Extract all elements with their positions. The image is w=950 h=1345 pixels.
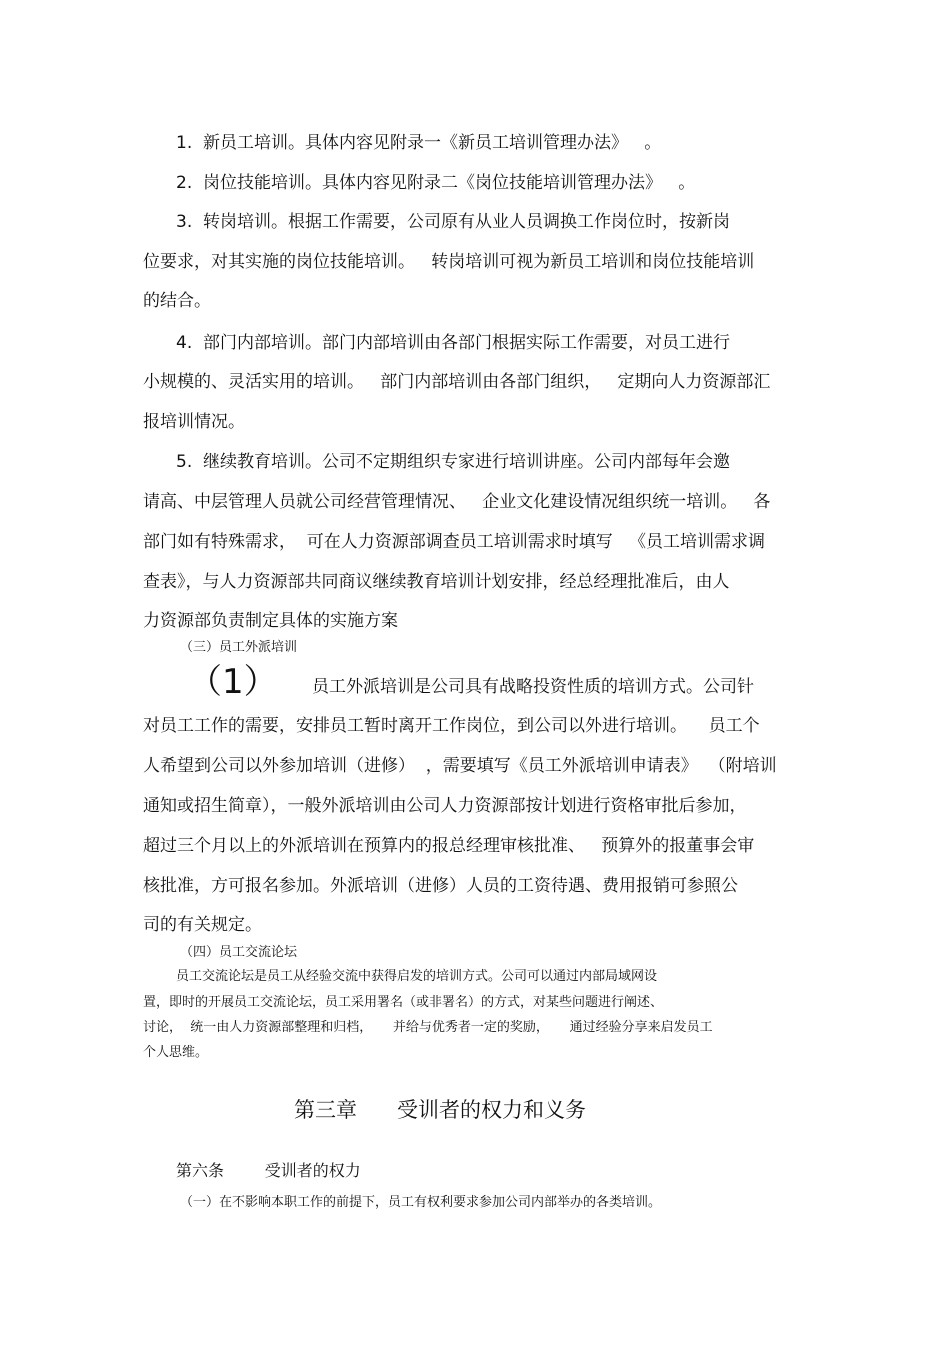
section3-line-5: 超过三个月以上的外派培训在预算内的报总经理审核批准、 预算外的报董事会审 — [143, 836, 755, 856]
list-item-5-line-2: 请高、中层管理人员就公司经营管理情况、 企业文化建设情况组织统一培训。 各 — [143, 492, 771, 512]
section4-line-3: 讨论， 统一由人力资源部整理和归档， 并给与优秀者一定的奖励， 通过经验分享来启发员工 — [143, 1020, 713, 1035]
section-marker: （1） — [188, 662, 278, 702]
chapter-title: 第三章 受训者的权力和义务 — [294, 1098, 587, 1122]
list-item-4-line-3: 报培训情况。 — [143, 412, 245, 432]
list-item-5-line-3: 部门如有特殊需求， 可在人力资源部调查员工培训需求时填写 《员工培训需求调 — [143, 532, 766, 552]
section3-line-4: 通知或招生简章），一般外派培训由公司人力资源部按计划进行资格审批后参加， — [143, 796, 747, 816]
list-item-4-line-2: 小规模的、灵活实用的培训。 部门内部培训由各部门组织， 定期向人力资源部汇 — [143, 372, 771, 392]
list-item-3-line-2: 位要求，对其实施的岗位技能培训。 转岗培训可视为新员工培训和岗位技能培训 — [143, 252, 755, 272]
list-item-3-line-1: 3. 转岗培训。根据工作需要，公司原有从业人员调换工作岗位时，按新岗 — [176, 212, 731, 232]
section3-line-2: 对员工工作的需要，安排员工暂时离开工作岗位，到公司以外进行培训。 员工个 — [143, 716, 760, 736]
section4-line-1: 员工交流论坛是员工从经验交流中获得启发的培训方式。公司可以通过内部局域网设 — [176, 969, 658, 984]
article-title: 第六条 受训者的权力 — [176, 1161, 361, 1180]
section4-line-2: 置，即时的开展员工交流论坛，员工采用署名（或非署名）的方式，对某些问题进行阐述、 — [143, 995, 664, 1010]
article-clause-1: （一）在不影响本职工作的前提下，员工有权利要求参加公司内部举办的各类培训。 — [180, 1195, 662, 1210]
section4-line-4: 个人思维。 — [143, 1045, 209, 1060]
section3-line-1: 员工外派培训是公司具有战略投资性质的培训方式。公司针 — [312, 677, 754, 697]
section3-line-3: 人希望到公司以外参加培训（进修） ，需要填写《员工外派培训申请表》 （附培训 — [143, 756, 777, 776]
section3-line-6: 核批准，方可报名参加。外派培训（进修）人员的工资待遇、费用报销可参照公 — [143, 876, 738, 896]
list-item-2: 2. 岗位技能培训。具体内容见附录二《岗位技能培训管理办法》 。 — [176, 173, 696, 193]
list-item-1: 1. 新员工培训。具体内容见附录一《新员工培训管理办法》 。 — [176, 133, 662, 153]
list-item-5-line-5: 力资源部负责制定具体的实施方案 — [143, 611, 398, 631]
section-heading-external-training: （三）员工外派培训 — [180, 640, 298, 655]
section3-line-7: 司的有关规定。 — [143, 915, 262, 935]
section-heading-exchange-forum: （四）员工交流论坛 — [180, 945, 298, 960]
list-item-5-line-4: 查表》，与人力资源部共同商议继续教育培训计划安排，经总经理批准后，由人 — [143, 572, 730, 592]
list-item-3-line-3: 的结合。 — [143, 291, 211, 311]
list-item-5-line-1: 5. 继续教育培训。公司不定期组织专家进行培训讲座。公司内部每年会邀 — [176, 452, 731, 472]
list-item-4-line-1: 4. 部门内部培训。部门内部培训由各部门根据实际工作需要，对员工进行 — [176, 333, 731, 353]
